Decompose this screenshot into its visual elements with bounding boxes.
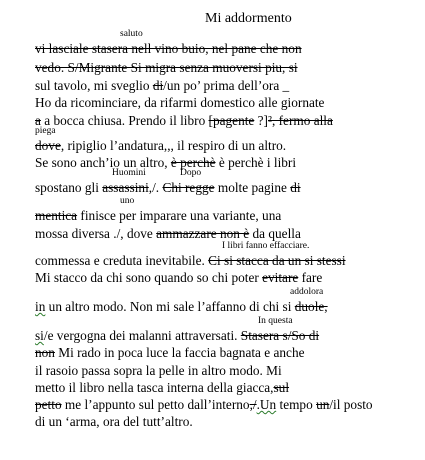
text-line-2: vedo. S/Migrante Si migra senza muoversi piu, si: [35, 60, 298, 75]
annotation-dopo: Dopo: [180, 168, 202, 178]
text-line-14: si/e vergogna dei malanni attraversati. Stasera s/So di: [35, 328, 320, 343]
text-line-10: mossa diversa ./, dove ammazzare non è da quella: [35, 226, 301, 241]
text-line-13: in un altro modo. Non mi sale l’affanno di chi si duole,: [35, 299, 328, 314]
annotation-libri: I libri fanno effacciare.: [222, 241, 310, 251]
text-line-5: a a bocca chiusa. Prendo il libro [pagente ?]², fermo alla: [35, 113, 333, 128]
annotation-saluto: saluto: [120, 29, 143, 39]
text-line-3: sul tavolo, mi sveglio di/un po’ prima dell’ora _: [35, 78, 290, 93]
annotation-in-questa: In questa: [258, 316, 293, 326]
text-line-6: dove, ripiglio l’andatura,,, il respiro di un altro.: [35, 138, 287, 153]
text-line-4: Ho da ricominciare, da rifarmi domestico alle giornate: [35, 95, 325, 110]
text-line-17: metto il libro nella tasca interna della giacca,sul: [35, 380, 290, 395]
annotation-huomini: Huomini: [112, 168, 146, 178]
text-line-7: Se sono anch’io un altro, è perchè è perchè i libri: [35, 155, 297, 170]
page-title: Mi addormento: [205, 11, 292, 26]
text-line-15: non Mi rado in poca luce la faccia bagnata e anche: [35, 345, 305, 360]
text-line-18: petto me l’appunto sul petto dall’interno,/.Un tempo un/il posto: [35, 397, 373, 412]
text-line-1: vi lasciale stasera nell vino buio, nel pane che non: [35, 41, 302, 56]
text-line-19: di un ‘arma, ora del tutt’altro.: [35, 414, 193, 429]
annotation-uno: uno: [120, 196, 135, 206]
text-line-8: spostano gli assassini,/. Chi regge molte pagine di: [35, 180, 301, 195]
text-line-9: mentica finisce per imparare una variante, una: [35, 208, 282, 223]
text-line-12: Mi stacco da chi sono quando so chi poter evitare fare: [35, 270, 323, 285]
text-line-16: il rasoio passa sopra la pelle in altro modo. Mi: [35, 363, 282, 378]
annotation-addolora: addolora: [290, 287, 324, 297]
text-line-11: commessa e creduta inevitabile. Ci si stacca da un si stessi: [35, 253, 346, 268]
annotation-piega: piega: [35, 126, 56, 136]
